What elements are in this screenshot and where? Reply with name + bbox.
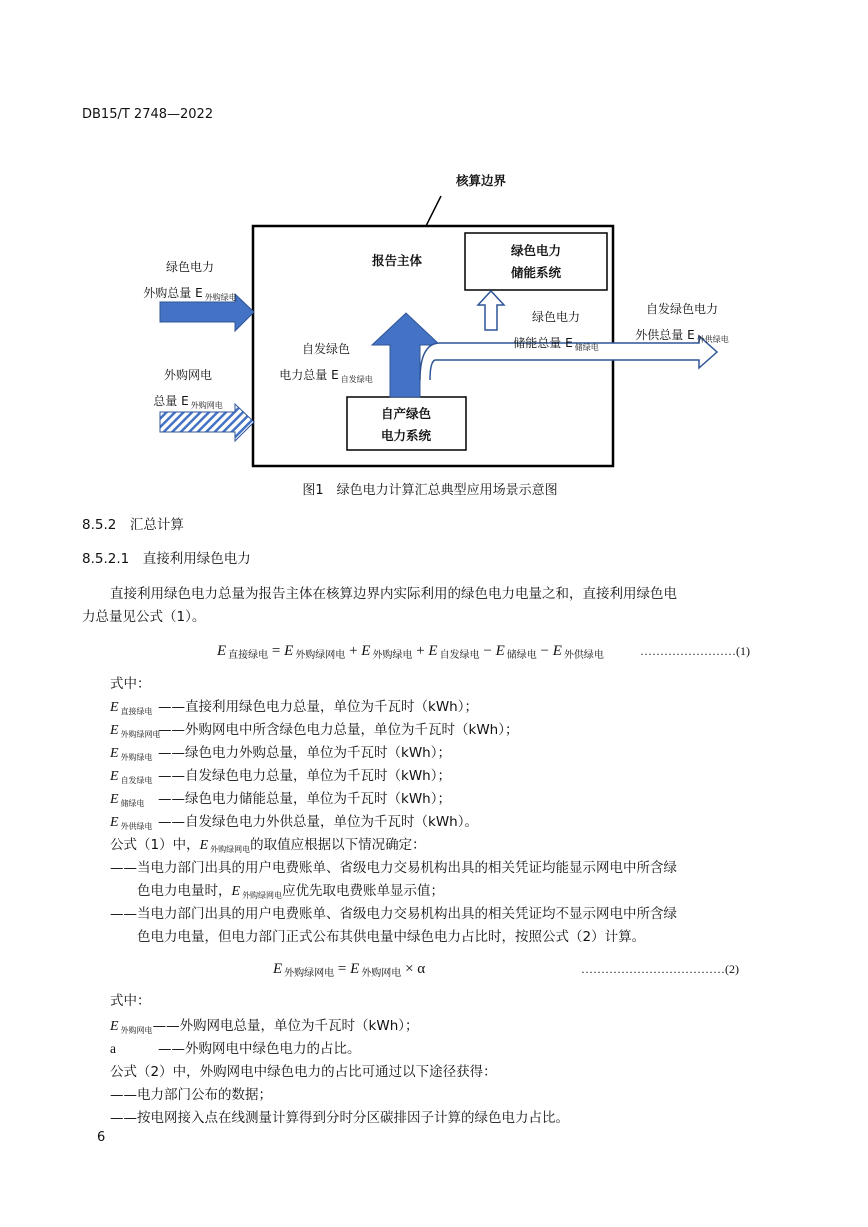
case-1-line: 色电力电量时，E $_{外购绿网电}$应优先取电费账单显示值； [137, 883, 445, 900]
reporting-entity-label: 报告主体 [371, 253, 423, 268]
ways-item: ——电力部门公布的数据； [110, 1087, 272, 1103]
definition-item: E $_{外供绿电}$ ——自发绿色电力外供总量，单位为千瓦时（kWh）。 [110, 814, 478, 831]
figure-caption: 图1 绿色电力计算汇总典型应用场景示意图 [302, 483, 558, 498]
storage-arrow [478, 291, 504, 330]
doc-code: DB15/T 2748—2022 [82, 107, 214, 122]
boundary-pointer-line [426, 196, 441, 226]
definition-item: E $_{外购绿网电}$——外购网电中所含绿色电力总量，单位为千瓦时（kWh）； [110, 722, 519, 739]
storage-label: 绿色电力 储能总量 E $_{储绿电}$ [513, 310, 599, 352]
storage-box-label: 绿色电力 储能系统 [510, 243, 562, 280]
definition-item: E $_{直接绿电}$ ——直接利用绿色电力总量，单位为千瓦时（kWh）； [110, 699, 478, 716]
diagram-graphics [0, 0, 868, 520]
case-1-line: ——当电力部门出具的用户电费账单、省级电力交易机构出具的相关凭证均能显示网电中所含绿 [110, 860, 677, 876]
formula-1-number: ……………………(1) [640, 644, 750, 658]
case-2-line: 色电力电量，但电力部门正式公布其供电量中绿色电力占比时，按照公式（2）计算。 [137, 929, 646, 945]
paragraph-line: 直接利用绿色电力总量为报告主体在核算边界内实际利用的绿色电力电量之和，直接利用绿色电 [110, 586, 677, 602]
boundary-label: 核算边界 [455, 173, 507, 188]
formula-1: E $_{直接绿电}$ = E $_{外购绿网电}$ + E $_{外购绿电}$ + E $_{自发绿电}$ − E $_{储绿电}$ − E $_{外供绿电}$ [217, 643, 604, 661]
export-label: 自发绿色电力 外供总量 E $_{外供绿电}$ [635, 302, 729, 344]
subsection-heading: 8.5.2.1 直接利用绿色电力 [82, 551, 251, 567]
self-gen-box-label: 自产绿色 电力系统 [380, 406, 432, 443]
case-2-line: ——当电力部门出具的用户电费账单、省级电力交易机构出具的相关凭证均不显示网电中所含绿 [110, 906, 677, 922]
formula-2-number: ………………………………(2) [581, 962, 739, 976]
where-label: 式中： [110, 676, 151, 692]
formula-2: E $_{外购绿网电}$ = E $_{外购网电}$ × α [273, 961, 426, 979]
ways-item: ——按电网接入点在线测量计算得到分时分区碳排因子计算的绿色电力占比。 [110, 1110, 569, 1126]
ways-intro: 公式（2）中，外购网电中绿色电力的占比可通过以下途径获得： [110, 1064, 497, 1080]
definition-item: E $_{外购网电}$——外购网电总量，单位为千瓦时（kWh）； [110, 1018, 419, 1035]
self-gen-label: 自发绿色 电力总量 E $_{自发绿电}$ [279, 342, 373, 384]
definition-item: E $_{外购绿电}$ ——绿色电力外购总量，单位为千瓦时（kWh）； [110, 745, 451, 762]
definition-item: a ——外购网电中绿色电力的占比。 [110, 1041, 361, 1057]
page-number: 6 [97, 1130, 106, 1145]
definition-item: E $_{储绿电}$ ——绿色电力储能总量，单位为千瓦时（kWh）； [110, 791, 451, 808]
purchased-green-label: 绿色电力 外购总量 E $_{外购绿电}$ [143, 260, 237, 302]
where-label: 式中： [110, 993, 151, 1009]
section-heading: 8.5.2 汇总计算 [82, 517, 184, 533]
purchased-grid-label: 外购网电 总量 E $_{外购网电}$ [153, 368, 223, 410]
definition-item: E $_{自发绿电}$ ——自发绿色电力总量，单位为千瓦时（kWh）； [110, 768, 451, 785]
paragraph-line: 力总量见公式（1）。 [82, 609, 206, 625]
rule-intro: 公式（1）中，E $_{外购绿网电}$的取值应根据以下情况确定： [110, 837, 426, 854]
